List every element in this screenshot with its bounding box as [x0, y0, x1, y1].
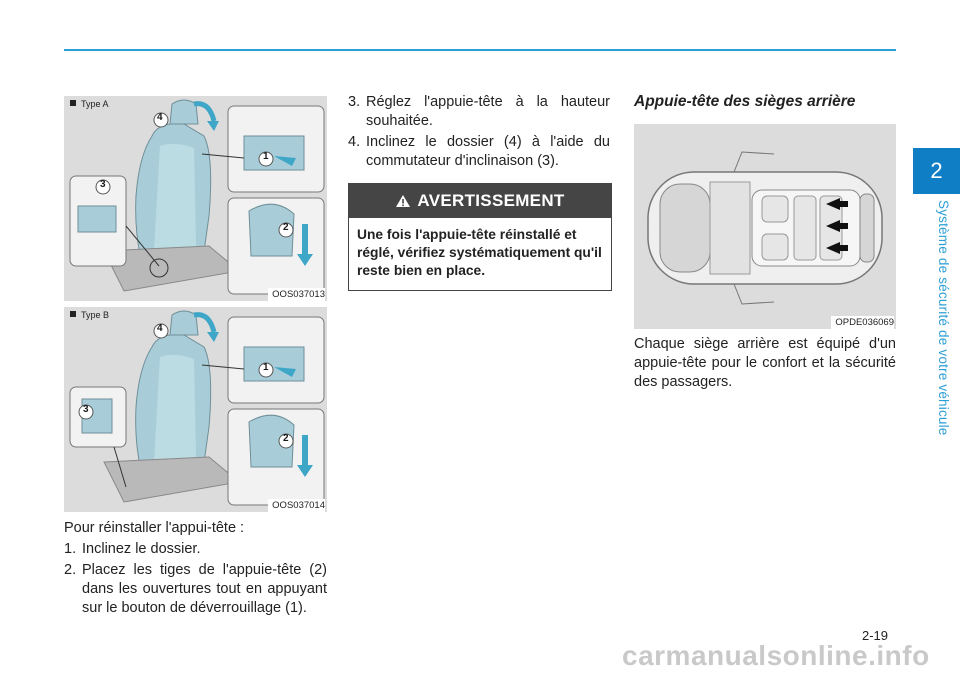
callout-2: 2 [283, 433, 289, 444]
intro-text: Pour réinstaller l'appui-tête : [64, 520, 245, 536]
middle-column-text [348, 93, 610, 171]
warning-header [349, 184, 611, 218]
list-item: 4. Inclinez le dossier (4) à l'aide du commutateur d'inclinaison (3). [348, 134, 610, 169]
callout-3: 3 [100, 179, 106, 190]
figure-rear-seats [634, 124, 896, 329]
list-item: 3. Réglez l'appuie-tête à la hauteur souhaitée. [348, 94, 610, 129]
list-item: 2. Placez les tiges de l'appuie-tête (2) dans les ouvertures tout en appuyant sur le bouton de déverrouillage (1). [64, 562, 327, 616]
section-title: Appuie-tête des sièges arrière [634, 93, 856, 110]
warning-box [348, 183, 612, 291]
callout-4: 4 [157, 323, 163, 334]
callout-2: 2 [283, 222, 289, 233]
figure-code-b: OOS037014 [268, 499, 325, 512]
warning-title: AVERTISSEMENT [417, 191, 565, 210]
figure-type-a [64, 96, 327, 301]
chapter-title: Système de sécurité de votre véhicule [936, 200, 951, 436]
right-body-text: Chaque siège arrière est équipé d'un appuie-tête pour le confort et la sécurité des passagers. [634, 336, 896, 390]
callout-1: 1 [263, 151, 269, 162]
left-column-text [64, 519, 327, 618]
warning-body: Une fois l'appuie-tête réinstallé et réglé, vérifiez systématiquement qu'il reste bien en place. [357, 227, 602, 278]
callout-4: 4 [157, 112, 163, 123]
figure-code-rear: OPDE036069 [831, 316, 894, 329]
page-number: 2-19 [862, 628, 889, 643]
figure-label-type-a: Type A [70, 99, 109, 109]
seat-illustration-b [64, 307, 327, 512]
figure-type-b [64, 307, 327, 512]
car-top-view [634, 124, 896, 329]
figure-label-type-b: Type B [70, 310, 109, 320]
seat-illustration-a [64, 96, 327, 301]
chapter-tab: 2 [913, 148, 960, 194]
list-item: 1. Inclinez le dossier. [64, 541, 201, 557]
callout-3: 3 [83, 404, 89, 415]
callout-1: 1 [263, 362, 269, 373]
header-rule [64, 49, 896, 51]
watermark-text: carmanualsonline.info [622, 640, 930, 671]
figure-code-a: OOS037013 [268, 288, 325, 301]
warning-icon [395, 194, 411, 208]
